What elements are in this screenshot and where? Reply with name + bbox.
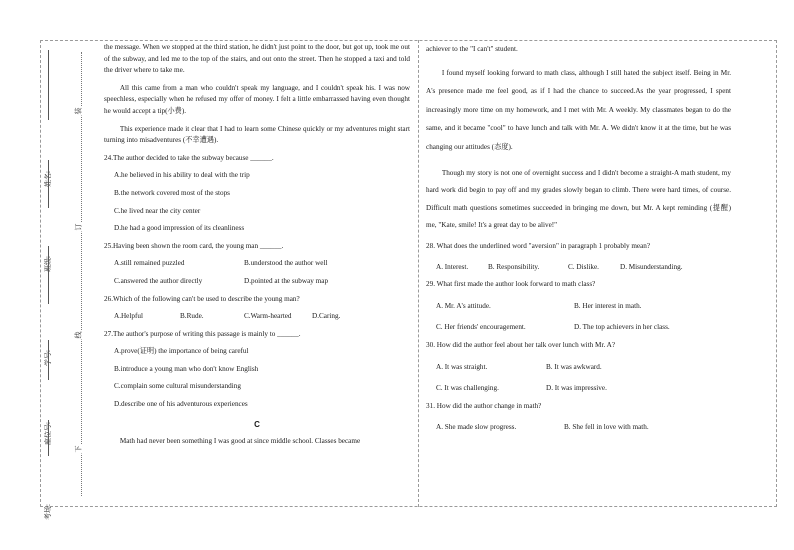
option-24b: B.the network covered most of the stops	[114, 188, 230, 197]
cut-word-1: 装	[74, 107, 83, 115]
left-column	[104, 42, 410, 448]
question-26: 26.Which of the following can't be used to describe the young man?	[104, 294, 300, 303]
gutter-label-class: 班级:	[44, 256, 52, 272]
option-25c: C.answered the author directly	[114, 276, 203, 285]
question-27: 27.The author's purpose of writing this passage is mainly to ______.	[104, 329, 301, 338]
options-25-row1	[104, 258, 410, 270]
gutter-label-seat: 座位号:	[44, 422, 52, 445]
gutter-label-exam-room: 考场:	[44, 504, 52, 520]
passage-b-paragraph: This experience made it clear that I had to learn some Chinese quickly or my adventures might start turning into misadventures (不幸遭遇).	[104, 124, 410, 145]
seat-field-line	[48, 340, 49, 380]
right-column	[426, 44, 731, 434]
question-30: 30. How did the author feel about her talk over lunch with Mr. A?	[426, 340, 616, 349]
option-26b: B.Rude.	[180, 312, 204, 321]
option-27d: D.describe one of his adventurous experiences	[114, 400, 248, 409]
passage-b-paragraph: the message. When we stopped at the third station, he didn't just point to the door, but got up, took me out of the subway, and led me to the top of the stairs, and out onto the street. Then he stopped a taxi and told the driver where to take me.	[104, 43, 410, 75]
name-field-line	[48, 50, 49, 120]
option-24c: C.he lived near the city center	[114, 206, 201, 215]
option-27b: B.introduce a young man who don't know English	[114, 364, 259, 373]
options-31-row1	[426, 422, 731, 434]
option-24d: D.he had a good impression of its cleanliness	[114, 224, 245, 233]
cut-word-3: 线	[74, 331, 83, 339]
question-24: 24.The author decided to take the subway because ______.	[104, 153, 274, 162]
column-separator	[418, 40, 419, 507]
question-28: 28. What does the underlined word "aversion" in paragraph 1 probably mean?	[426, 241, 651, 250]
cut-word-4: 下	[74, 445, 83, 453]
passage-c-paragraph: I found myself looking forward to math class, although I still hated the subject itself. Being in Mr. A's presence made me feel good, as if I had the chance to succeed.As the year progressed, I spent increasingly more time on my homework, and I met with Mr. A weekly. My classmates began to do the same, and it became "cool" to have lunch and talk with Mr. A. We didn't know it at the time, but he was changing our attitudes (态度).	[426, 68, 731, 151]
passage-c-start: Math had never been something I was good at since middle school. Classes became	[119, 437, 361, 446]
option-28c: C. Dislike.	[568, 262, 599, 271]
option-31a: A. She made slow progress.	[436, 423, 517, 432]
option-28d: D. Misunderstanding.	[620, 262, 683, 271]
options-30-row1	[426, 362, 731, 374]
question-29: 29. What first made the author look forward to math class?	[426, 280, 596, 289]
option-29d: D. The top achievers in her class.	[574, 323, 670, 332]
options-28	[426, 262, 731, 274]
option-25d: D.pointed at the subway map	[244, 276, 329, 285]
passage-c-paragraph: achiever to the "I can't" student.	[426, 45, 518, 53]
binding-cut-line	[81, 52, 82, 496]
student-id-field-line	[48, 246, 49, 304]
binding-gutter	[40, 40, 100, 520]
option-30a: A. It was straight.	[436, 362, 488, 371]
exam-room-field-line	[48, 420, 49, 456]
question-25: 25.Having been shown the room card, the young man ______.	[104, 241, 284, 250]
option-26d: D.Caring.	[312, 312, 341, 321]
option-26a: A.Helpful	[114, 312, 143, 321]
option-27c: C.complain some cultural misunderstanding	[114, 382, 241, 391]
option-26c: C.Warm-hearted	[244, 312, 292, 321]
option-27a: A.prove(证明) the importance of being careful	[114, 347, 249, 356]
option-24a: A.he believed in his ability to deal with the trip	[114, 171, 250, 180]
passage-c-paragraph: Though my story is not one of overnight success and I didn't become a straight-A math student, my hard work did begin to pay off and my grades slowly began to climb. There were hard times, of course. Difficult math questions sometimes succeeded in bringing me down, but Mr. A kept reminding (提醒) me, "Kate, smile! It's a great day to be alive!"	[426, 168, 731, 230]
options-26	[104, 311, 410, 323]
option-28a: A. Interest.	[436, 262, 469, 271]
gutter-label-student-id: 学号:	[44, 350, 52, 366]
gutter-label-name: 姓名:	[44, 171, 52, 187]
option-30d: D. It was impressive.	[546, 384, 607, 393]
option-25b: B.understood the author well	[244, 259, 328, 268]
passage-b-paragraph: All this came from a man who couldn't speak my language, and I couldn't speak his. I was now speechless, especially when he refused my offer of money. I felt a little embarrassed having even thought he would accept a tip(小费).	[104, 83, 410, 115]
options-30-row2	[426, 383, 731, 395]
option-30c: C. It was challenging.	[436, 384, 499, 393]
section-heading: C	[254, 419, 260, 429]
option-31b: B. She fell in love with math.	[564, 423, 649, 432]
class-field-line	[48, 160, 49, 208]
option-25a: A.still remained puzzled	[114, 259, 185, 268]
options-25-row2	[104, 276, 410, 288]
options-29-row2	[426, 322, 731, 334]
option-29a: A. Mr. A's attitude.	[436, 301, 491, 310]
question-31: 31. How did the author change in math?	[426, 401, 542, 410]
option-30b: B. It was awkward.	[546, 362, 602, 371]
option-29b: B. Her interest in math.	[574, 301, 642, 310]
options-29-row1	[426, 301, 731, 313]
cut-word-2: 订	[74, 223, 83, 231]
option-29c: C. Her friends' encouragement.	[436, 323, 526, 332]
option-28b: B. Responsibility.	[488, 262, 540, 271]
